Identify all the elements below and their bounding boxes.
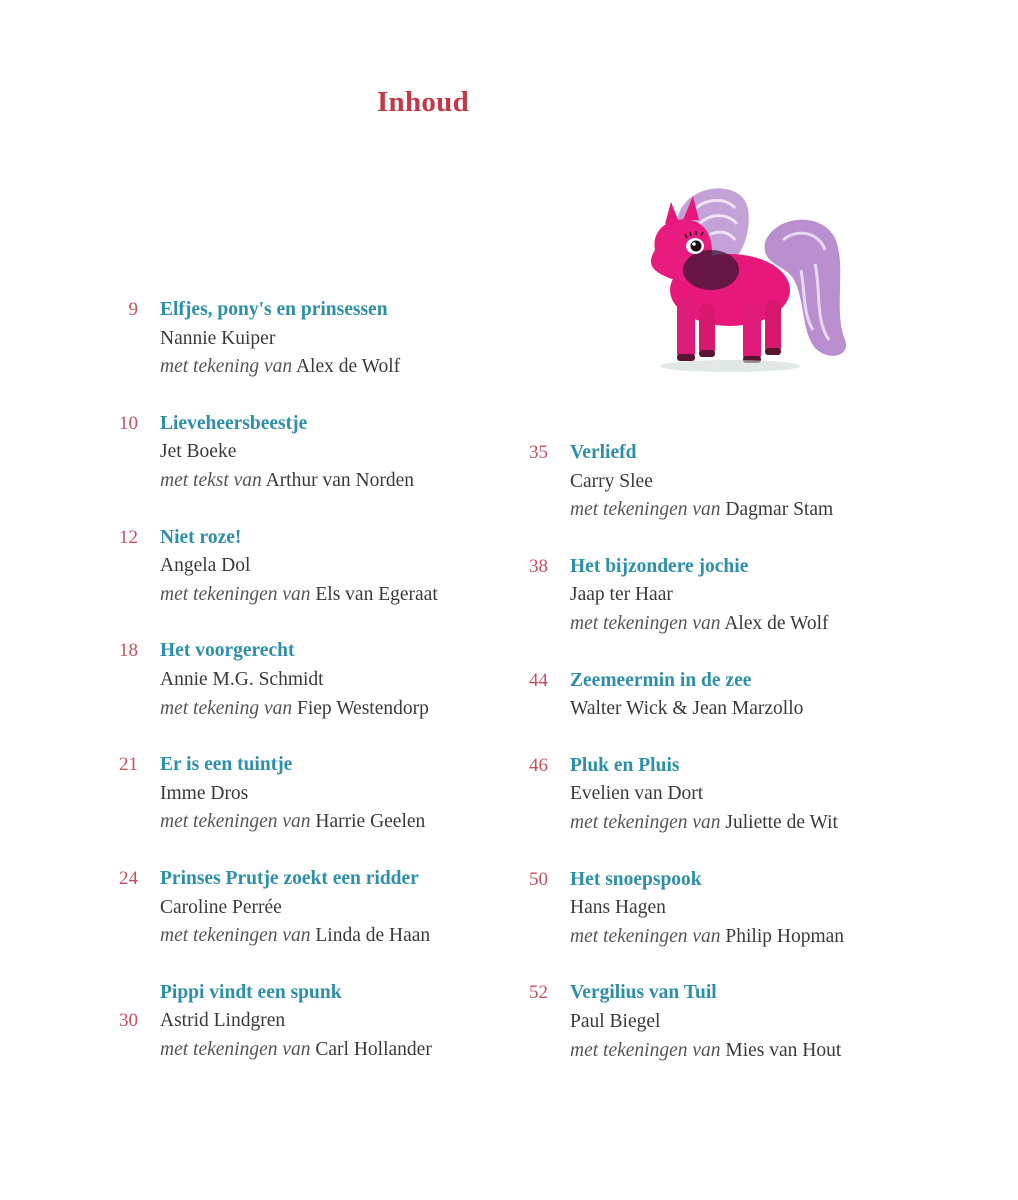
entry-credit: met tekeningen van Els van Egeraat (160, 583, 438, 605)
entry-title: Prinses Prutje zoekt een ridder (160, 867, 419, 889)
entry-author: Angela Dol (160, 555, 251, 577)
entry-title: Vergilius van Tuil (570, 982, 717, 1004)
entry-credit: met tekeningen van Mies van Hout (570, 1039, 842, 1061)
entry-credit: met tekeningen van Linda de Haan (160, 925, 431, 947)
page-number: 52 (529, 982, 548, 1004)
entry-title: Niet roze! (160, 526, 242, 548)
entry-title: Het bijzondere jochie (570, 555, 749, 577)
entry-title: Zeemeermin in de zee (570, 669, 752, 691)
toc-entry[interactable] (518, 667, 844, 724)
entry-title: Pippi vindt een spunk (160, 981, 342, 1003)
toc-entry[interactable] (518, 553, 844, 639)
entry-author: Paul Biegel (570, 1010, 661, 1032)
entry-credit: met tekst van Arthur van Norden (160, 469, 414, 491)
page-number: 38 (529, 555, 548, 577)
page-title: Inhoud (376, 86, 470, 118)
entry-title: Verliefd (570, 442, 637, 463)
toc-entry[interactable] (108, 865, 438, 951)
entry-author: Astrid Lindgren (160, 1010, 286, 1032)
entry-author: Walter Wick & Jean Marzollo (570, 698, 804, 720)
entry-author: Evelien van Dort (570, 783, 704, 805)
page-number: 18 (119, 640, 138, 662)
entry-credit: met tekeningen van Philip Hopman (570, 925, 845, 947)
entry-title: Elfjes, pony's en prinsessen (160, 299, 388, 320)
entry-author: Annie M.G. Schmidt (160, 668, 324, 690)
toc-right-column (518, 439, 844, 1093)
toc-entry[interactable] (108, 524, 438, 610)
toc-entry[interactable] (108, 751, 438, 837)
entry-credit: met tekeningen van Harrie Geelen (160, 811, 426, 833)
toc-entry[interactable] (518, 866, 844, 952)
page-number: 12 (119, 526, 138, 548)
page-number: 35 (529, 442, 548, 463)
toc-entry[interactable] (518, 752, 844, 838)
entry-title: Het voorgerecht (160, 640, 295, 662)
page-number: 50 (529, 868, 548, 890)
page-number: 24 (119, 867, 138, 889)
entry-credit: met tekening van Alex de Wolf (160, 356, 401, 378)
entry-author: Jet Boeke (160, 441, 237, 463)
entry-title: Pluk en Pluis (570, 754, 680, 776)
entry-author: Caroline Perrée (160, 896, 282, 918)
entry-credit: met tekeningen van Carl Hollander (160, 1038, 432, 1060)
entry-author: Jaap ter Haar (570, 584, 673, 606)
entry-credit: met tekeningen van Juliette de Wit (570, 811, 838, 833)
page-number: 30 (119, 1010, 138, 1032)
toc-entry[interactable] (108, 296, 438, 382)
toc-entry[interactable] (518, 979, 844, 1065)
pony-illustration (615, 180, 915, 395)
entry-title: Lieveheersbeestje (160, 412, 308, 434)
entry-author: Hans Hagen (570, 897, 666, 919)
entry-title: Het snoepspook (570, 868, 702, 890)
entry-author: Carry Slee (570, 470, 653, 492)
entry-author: Imme Dros (160, 782, 249, 804)
toc-left-column (108, 296, 438, 1092)
toc-entry[interactable] (518, 439, 844, 525)
entry-credit: met tekeningen van Dagmar Stam (570, 499, 834, 521)
entry-credit: met tekeningen van Alex de Wolf (570, 612, 829, 634)
toc-entry[interactable] (108, 637, 438, 723)
toc-entry[interactable] (108, 979, 438, 1065)
entry-author: Nannie Kuiper (160, 327, 276, 349)
entry-credit: met tekening van Fiep Westendorp (160, 697, 429, 719)
page-number: 46 (529, 754, 548, 776)
entry-title: Er is een tuintje (160, 754, 293, 776)
toc-entry[interactable] (108, 410, 438, 496)
page-number: 21 (119, 754, 138, 776)
page-number: 44 (529, 669, 548, 691)
page-number: 9 (128, 299, 138, 320)
page-number: 10 (119, 412, 138, 434)
